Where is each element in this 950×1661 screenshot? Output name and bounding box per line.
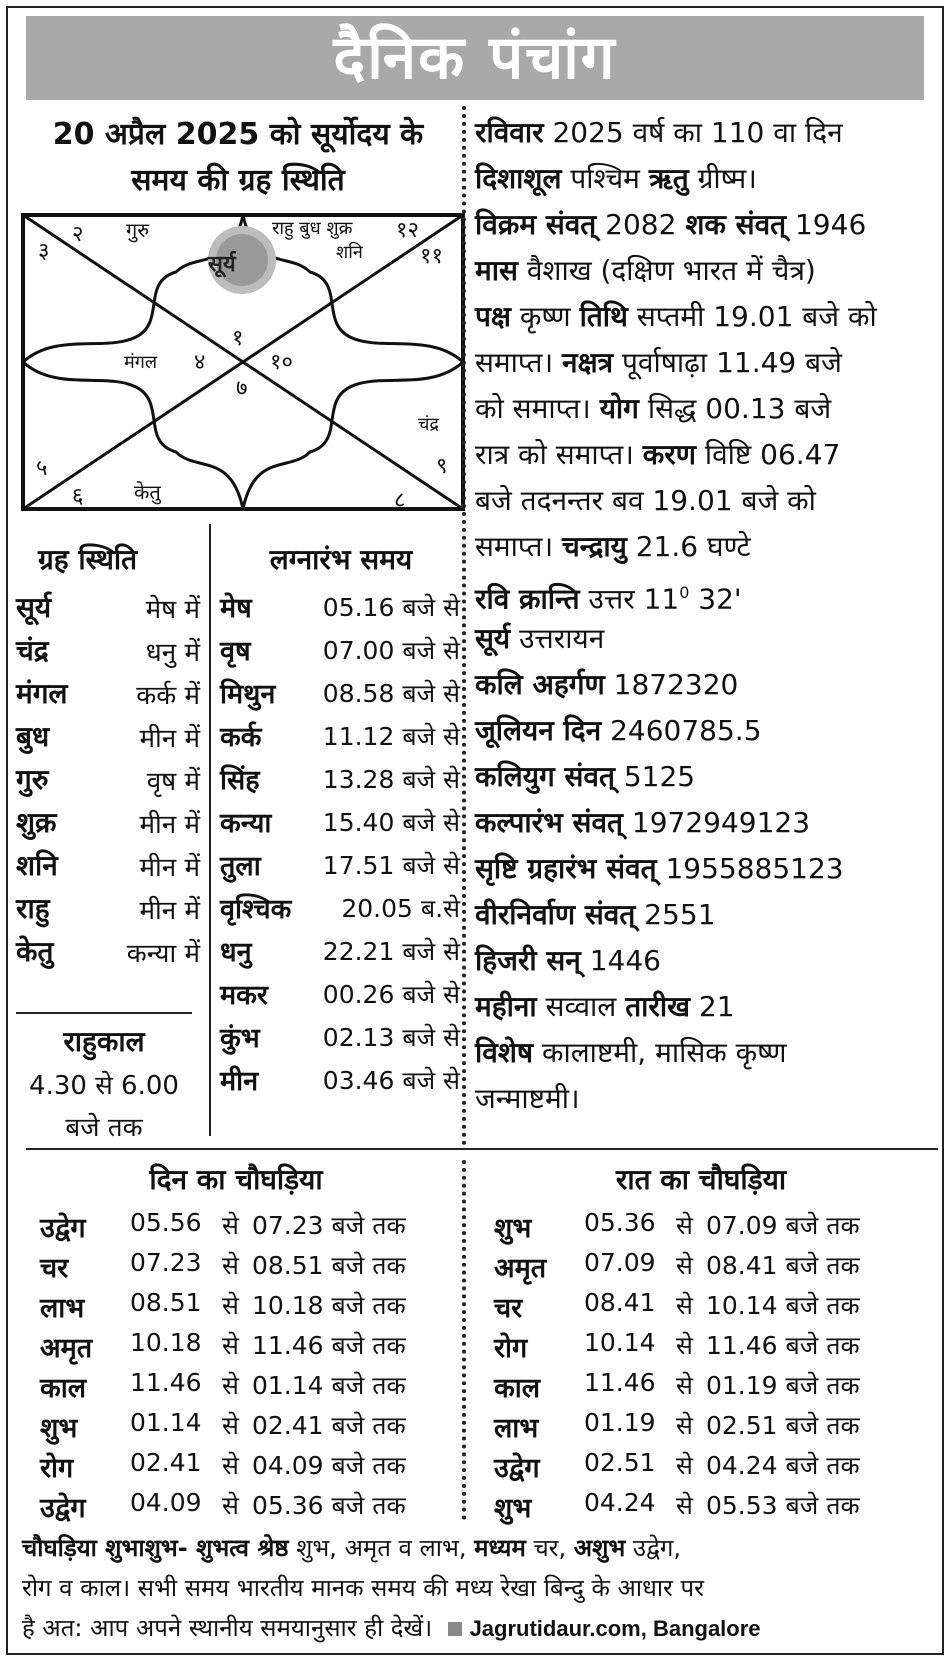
choghadiya-name: शुभ — [494, 1493, 532, 1524]
choghadiya-from: 08.51 — [130, 1288, 202, 1317]
choghadiya-row — [40, 1448, 480, 1486]
kundali-heading-line2: समय की ग्रह स्थिति — [131, 163, 345, 198]
choghadiya-name: उद्वेग — [40, 1213, 86, 1244]
choghadiya-to: 01.14 बजे तक — [252, 1371, 406, 1400]
lagna-name: मेष — [220, 593, 252, 624]
choghadiya-to: 08.51 बजे तक — [252, 1251, 406, 1280]
house-9: ९ — [436, 454, 448, 479]
graha-name: राहु — [16, 892, 50, 925]
graha-name: गुरु — [16, 763, 49, 796]
choghadiya-from: 05.56 — [130, 1208, 202, 1237]
detail-line: विक्रम संवत् 2082 शक संवत् 1946 — [475, 208, 867, 241]
lagna-time: 15.40 बजे से — [322, 808, 460, 837]
choghadiya-se: से — [676, 1411, 693, 1440]
detail-line: समाप्त। नक्षत्र पूर्वाषाढ़ा 11.49 बजे — [475, 346, 842, 379]
house-12: १२ — [396, 218, 419, 243]
choghadiya-se: से — [222, 1371, 239, 1400]
detail-line: वीरनिर्वाण संवत् 2551 — [475, 898, 716, 931]
detail-line: समाप्त। चन्द्रायु 21.6 घण्टे — [475, 530, 751, 563]
graha-sthiti-heading: ग्रह स्थिति — [38, 543, 138, 576]
choghadiya-from: 01.19 — [584, 1408, 656, 1437]
divider-vertical-main — [462, 106, 466, 1146]
choghadiya-name: अमृत — [40, 1333, 93, 1364]
planet-guru: गुरु — [126, 218, 150, 242]
choghadiya-row — [40, 1368, 480, 1406]
house-3: ३ — [38, 239, 50, 264]
divider-rahukaal — [16, 1012, 192, 1014]
house-8: ८ — [394, 488, 406, 513]
choghadiya-from: 10.14 — [584, 1328, 656, 1357]
choghadiya-name: काल — [40, 1373, 87, 1404]
choghadiya-se: से — [222, 1491, 239, 1520]
lagna-time: 17.51 बजे से — [322, 851, 460, 880]
choghadiya-from: 08.41 — [584, 1288, 656, 1317]
choghadiya-to: 01.19 बजे तक — [706, 1371, 860, 1400]
divider-horizontal — [26, 1148, 938, 1150]
choghadiya-from: 11.46 — [584, 1368, 656, 1397]
choghadiya-name: अमृत — [494, 1253, 547, 1284]
choghadiya-name: उद्वेग — [494, 1453, 540, 1484]
choghadiya-row — [494, 1288, 934, 1326]
choghadiya-se: से — [222, 1331, 239, 1360]
choghadiya-from: 02.51 — [584, 1448, 656, 1477]
house-7: ७ — [236, 376, 248, 401]
detail-line: रविवार 2025 वर्ष का 110 वा दिन — [475, 116, 843, 149]
detail-line: को समाप्त। योग सिद्ध 00.13 बजे — [475, 392, 832, 425]
choghadiya-name: लाभ — [494, 1413, 539, 1444]
graha-position: मीन में — [139, 810, 200, 840]
detail-line: मास वैशाख (दक्षिण भारत में चैत्र) — [475, 254, 816, 287]
choghadiya-to: 07.23 बजे तक — [252, 1211, 406, 1240]
graha-name: शनि — [16, 849, 58, 882]
choghadiya-to: 07.09 बजे तक — [706, 1211, 860, 1240]
choghadiya-name: रोग — [494, 1333, 528, 1364]
graha-position: वृष में — [146, 767, 200, 797]
choghadiya-se: से — [676, 1291, 693, 1320]
lagna-time: 05.16 बजे से — [322, 593, 460, 622]
choghadiya-from: 07.09 — [584, 1248, 656, 1277]
lagna-name: सिंह — [220, 765, 260, 796]
house-6: ६ — [72, 484, 84, 509]
lagna-name: वृष — [220, 636, 251, 667]
choghadiya-row — [40, 1248, 480, 1286]
choghadiya-to: 08.41 बजे तक — [706, 1251, 860, 1280]
detail-line: महीना सव्वाल तारीख 21 — [475, 990, 735, 1023]
house-2: २ — [72, 222, 84, 247]
choghadiya-se: से — [222, 1251, 239, 1280]
lagna-name: मिथुन — [220, 679, 276, 710]
choghadiya-name: उद्वेग — [40, 1493, 86, 1524]
graha-name: शुक्र — [16, 806, 57, 839]
choghadiya-to: 04.09 बजे तक — [252, 1451, 406, 1480]
graha-name: चंद्र — [16, 634, 49, 667]
choghadiya-se: से — [222, 1291, 239, 1320]
choghadiya-from: 04.09 — [130, 1488, 202, 1517]
lagna-name: कुंभ — [220, 1023, 260, 1054]
lagna-time: 11.12 बजे से — [322, 722, 460, 751]
choghadiya-row — [40, 1288, 480, 1326]
din-choghadiya-heading: दिन का चौघड़िया — [149, 1163, 323, 1196]
graha-position: कन्या में — [126, 939, 200, 969]
rahukaal-time: 4.30 से 6.00 — [29, 1071, 179, 1101]
lagna-time: 03.46 बजे से — [322, 1066, 460, 1095]
detail-line: हिजरी सन् 1446 — [475, 944, 661, 977]
lagna-name: तुला — [220, 851, 261, 882]
choghadiya-se: से — [222, 1411, 239, 1440]
choghadiya-name: चर — [494, 1293, 523, 1324]
house-1: १ — [232, 326, 244, 351]
graha-name: सूर्य — [16, 591, 52, 624]
lagna-name: कर्क — [220, 722, 262, 753]
choghadiya-se: से — [676, 1251, 693, 1280]
choghadiya-row — [494, 1368, 934, 1406]
detail-line: सूर्य उत्तरायन — [475, 622, 605, 655]
choghadiya-from: 07.23 — [130, 1248, 202, 1277]
footer-line3: है अत: आप अपने स्थानीय समयानुसार ही देखें। Jagrutidaur.com, Bangalore — [22, 1614, 761, 1642]
lagna-time: 13.28 बजे से — [322, 765, 460, 794]
planet-mangal: मंगल — [124, 352, 158, 373]
detail-line: सृष्टि ग्रहारंभ संवत् 1955885123 — [475, 852, 844, 885]
graha-name: बुध — [16, 720, 50, 753]
lagna-time: 20.05 ब.से — [341, 894, 460, 923]
detail-line: दिशाशूल पश्चिम ऋतु ग्रीष्म। — [475, 162, 757, 195]
choghadiya-to: 02.41 बजे तक — [252, 1411, 406, 1440]
choghadiya-name: रोग — [40, 1453, 74, 1484]
graha-position: कर्क में — [136, 681, 200, 711]
choghadiya-from: 10.18 — [130, 1328, 202, 1357]
credit: Jagrutidaur.com, Bangalore — [469, 1616, 761, 1641]
choghadiya-to: 05.53 बजे तक — [706, 1491, 860, 1520]
choghadiya-name: शुभ — [494, 1213, 532, 1244]
choghadiya-row — [40, 1208, 480, 1246]
planet-surya: सूर्य — [208, 252, 236, 277]
choghadiya-row — [40, 1328, 480, 1366]
choghadiya-to: 04.24 बजे तक — [706, 1451, 860, 1480]
choghadiya-to: 05.36 बजे तक — [252, 1491, 406, 1520]
choghadiya-se: से — [676, 1211, 693, 1240]
footer-line1: चौघड़िया शुभाशुभ- शुभत्व श्रेष्ठ शुभ, अमृत व लाभ, मध्यम चर, अशुभ उद्वेग, — [22, 1534, 682, 1562]
footer-line2: रोग व काल। सभी समय भारतीय मानक समय की मध्य रेखा बिन्दु के आधार पर — [22, 1574, 704, 1602]
detail-line: पक्ष कृष्ण तिथि सप्तमी 19.01 बजे को — [475, 300, 877, 333]
graha-position: मेष में — [145, 595, 200, 625]
detail-line: रवि क्रान्ति उत्तर $11^0$ 32' — [475, 582, 742, 616]
rahukaal-heading: राहुकाल — [63, 1025, 145, 1058]
lagna-time: 22.21 बजे से — [322, 937, 460, 966]
lagna-name: मकर — [220, 980, 268, 1011]
choghadiya-se: से — [222, 1211, 239, 1240]
detail-line: बजे तदनन्तर बव 19.01 बजे को — [475, 484, 816, 517]
choghadiya-se: से — [222, 1451, 239, 1480]
choghadiya-from: 05.36 — [584, 1208, 656, 1237]
planet-ketu: केतु — [134, 480, 161, 504]
detail-line: कल्पारंभ संवत् 1972949123 — [475, 806, 811, 839]
choghadiya-row — [40, 1408, 480, 1446]
house-4: ४ — [194, 350, 206, 375]
lagna-name: मीन — [220, 1066, 259, 1097]
detail-line: रात्र को समाप्त। करण विष्टि 06.47 — [475, 438, 841, 471]
detail-line: कलियुग संवत् 5125 — [475, 760, 696, 793]
choghadiya-row — [494, 1408, 934, 1446]
page-title: दैनिक पंचांग — [26, 16, 924, 100]
raat-choghadiya-heading: रात का चौघड़िया — [615, 1163, 787, 1196]
choghadiya-se: से — [676, 1491, 693, 1520]
lagna-time: 07.00 बजे से — [322, 636, 460, 665]
choghadiya-from: 02.41 — [130, 1448, 202, 1477]
lagna-name: वृश्चिक — [220, 894, 292, 925]
divider-vertical-graha — [209, 524, 211, 1136]
choghadiya-name: लाभ — [40, 1293, 85, 1324]
lagna-name: धनु — [220, 937, 252, 968]
choghadiya-se: से — [676, 1331, 693, 1360]
house-5: ५ — [36, 456, 48, 481]
detail-line: जन्माष्टमी। — [475, 1082, 580, 1115]
graha-name: केतु — [16, 935, 54, 968]
lagna-name: कन्या — [220, 808, 272, 839]
house-11: ११ — [420, 244, 443, 269]
detail-line: जूलियन दिन 2460785.5 — [475, 714, 762, 747]
graha-position: मीन में — [139, 896, 200, 926]
detail-line: विशेष कालाष्टमी, मासिक कृष्ण — [475, 1036, 787, 1069]
house-10: १० — [270, 350, 293, 375]
lagnarambh-heading: लग्नारंभ समय — [269, 543, 413, 576]
choghadiya-to: 11.46 बजे तक — [252, 1331, 406, 1360]
planet-shani: शनि — [336, 242, 363, 263]
choghadiya-se: से — [676, 1371, 693, 1400]
choghadiya-name: चर — [40, 1253, 69, 1284]
square-icon — [448, 1622, 462, 1636]
detail-line: कलि अहर्गण 1872320 — [475, 668, 739, 701]
choghadiya-name: शुभ — [40, 1413, 78, 1444]
choghadiya-row — [494, 1488, 934, 1526]
choghadiya-to: 02.51 बजे तक — [706, 1411, 860, 1440]
choghadiya-from: 01.14 — [130, 1408, 202, 1437]
choghadiya-to: 10.14 बजे तक — [706, 1291, 860, 1320]
planet-chandra: चंद्र — [418, 414, 439, 435]
choghadiya-from: 04.24 — [584, 1488, 656, 1517]
rahukaal-suffix: बजे तक — [65, 1113, 143, 1143]
choghadiya-row — [494, 1328, 934, 1366]
choghadiya-se: से — [676, 1451, 693, 1480]
choghadiya-row — [494, 1448, 934, 1486]
planet-rahu-budh-shukra: राहु बुध शुक्र — [272, 218, 353, 239]
graha-position: मीन में — [139, 853, 200, 883]
choghadiya-row — [494, 1208, 934, 1246]
choghadiya-from: 11.46 — [130, 1368, 202, 1397]
choghadiya-to: 11.46 बजे तक — [706, 1331, 860, 1360]
choghadiya-to: 10.18 बजे तक — [252, 1291, 406, 1320]
graha-position: धनु में — [145, 638, 200, 668]
choghadiya-name: काल — [494, 1373, 541, 1404]
lagna-time: 08.58 बजे से — [322, 679, 460, 708]
choghadiya-row — [40, 1488, 480, 1526]
kundali-chart — [20, 212, 466, 512]
graha-name: मंगल — [16, 677, 68, 710]
choghadiya-row — [494, 1248, 934, 1286]
lagna-time: 02.13 बजे से — [322, 1023, 460, 1052]
graha-position: मीन में — [139, 724, 200, 754]
kundali-heading-line1: 20 अप्रैल 2025 को सूर्योदय के — [52, 117, 424, 152]
lagna-time: 00.26 बजे से — [322, 980, 460, 1009]
